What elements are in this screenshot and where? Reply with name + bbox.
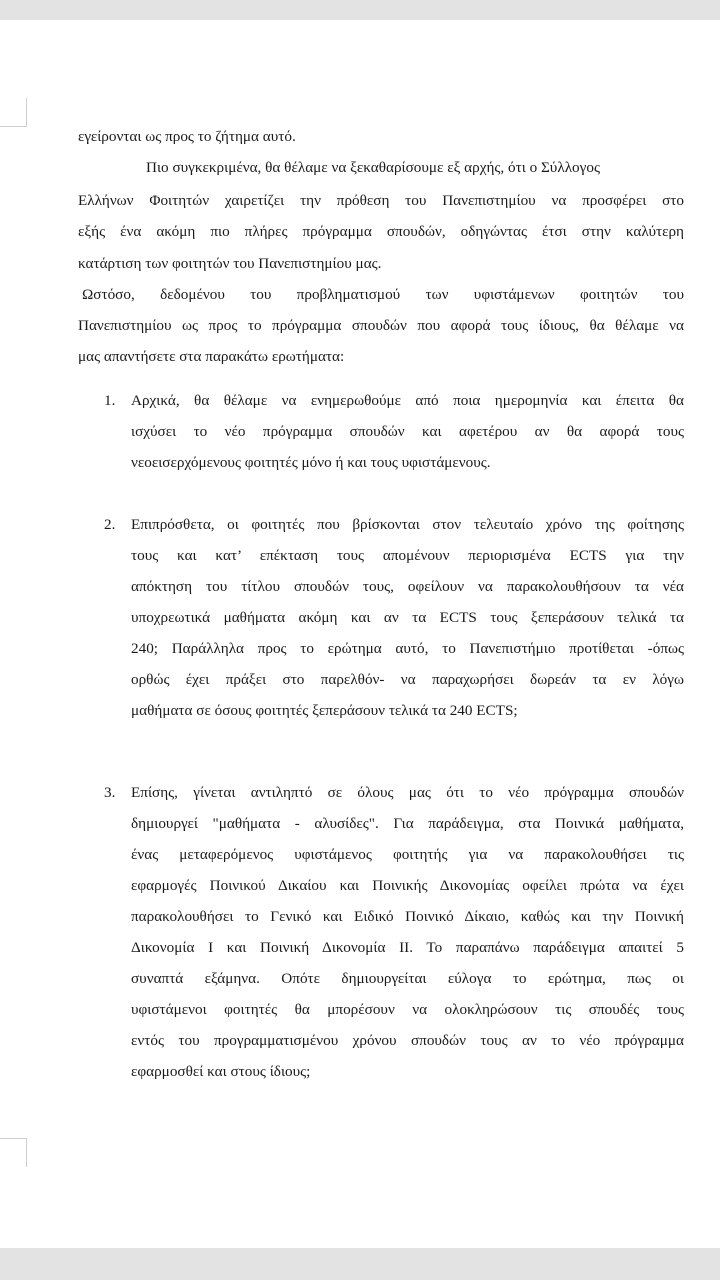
question-line: τους και κατ’ επέκταση τους απομένουν περιορισμένα ECTS για την [131, 547, 684, 564]
intro-line: μας απαντήσετε στα παρακάτω ερωτήματα: [78, 348, 345, 365]
intro-line: Πιο συγκεκριμένα, θα θέλαμε να ξεκαθαρίσουμε εξ αρχής, ότι ο Σύλλογος [146, 159, 600, 176]
intro-line: εγείρονται ως προς το ζήτημα αυτό. [78, 128, 296, 145]
question-line: ισχύσει το νέο πρόγραμμα σπουδών και αφετέρου αν θα αφορά τους [131, 423, 684, 440]
question-line: εφαρμοσθεί και στους ίδιους; [131, 1063, 311, 1080]
question-line: Αρχικά, θα θέλαμε να ενημερωθούμε από ποια ημερομηνία και έπειτα θα [131, 392, 684, 409]
question-line: Δικονομία Ι και Ποινική Δικονομία ΙΙ. Το παραπάνω παράδειγμα απαιτεί 5 [131, 939, 684, 956]
question-line: εντός του προγραμματισμένου χρόνου σπουδών τους αν το νέο πρόγραμμα [131, 1032, 684, 1049]
question-line: παρακολουθήσει το Γενικό και Ειδικό Ποινικό Δίκαιο, καθώς και την Ποινική [131, 908, 684, 925]
intro-line: Ωστόσο, δεδομένου του προβληματισμού των υφιστάμενων φοιτητών του [82, 286, 684, 303]
question-line: απόκτηση του τίτλου σπουδών τους, οφείλουν να παρακολουθήσουν τα νέα [131, 578, 684, 595]
question-line: μαθήματα σε όσους φοιτητές ξεπεράσουν τελικά τα 240 ECTS; [131, 702, 518, 719]
intro-line: Ελλήνων Φοιτητών χαιρετίζει την πρόθεση του Πανεπιστημίου να προσφέρει στο [78, 192, 684, 209]
question-number: 2. [104, 516, 116, 533]
intro-line: κατάρτιση των φοιτητών του Πανεπιστημίου μας. [78, 255, 382, 272]
question-line: υποχρεωτικά μαθήματα ακόμη και αν τα ECTS τους ξεπεράσουν τελικά τα [131, 609, 684, 626]
question-line: ορθώς έχει πράξει στο παρελθόν- να παραχωρήσει δωρεάν τα εν λόγω [131, 671, 684, 688]
question-line: νεοεισερχόμενους φοιτητές μόνο ή και τους υφιστάμενους. [131, 454, 491, 471]
question-number: 3. [104, 784, 116, 801]
question-line: υφιστάμενοι φοιτητές θα μπορέσουν να ολοκληρώσουν τις σπουδές τους [131, 1001, 684, 1018]
question-number: 1. [104, 392, 116, 409]
question-line: Επιπρόσθετα, οι φοιτητές που βρίσκονται στον τελευταίο χρόνο της φοίτησης [131, 516, 684, 533]
question-line: δημιουργεί "μαθήματα - αλυσίδες". Για παράδειγμα, στα Ποινικά μαθήματα, [131, 815, 684, 832]
document-page [0, 20, 720, 1248]
crop-mark-bottom [0, 1138, 27, 1167]
intro-line: εξής ένα ακόμη πιο πλήρες πρόγραμμα σπουδών, οδηγώντας έτσι στην καλύτερη [78, 223, 684, 240]
question-line: συναπτά εξάμηνα. Οπότε δημιουργείται εύλογα το ερώτημα, πως οι [131, 970, 684, 987]
crop-mark-top [0, 98, 27, 127]
intro-line: Πανεπιστημίου ως προς το πρόγραμμα σπουδών που αφορά τους ίδιους, θα θέλαμε να [78, 317, 684, 334]
question-line: 240; Παράλληλα προς το ερώτημα αυτό, το Πανεπιστήμιο προτίθεται -όπως [131, 640, 684, 657]
question-line: εφαρμογές Ποινικού Δικαίου και Ποινικής Δικονομίας οφείλει πρώτα να έχει [131, 877, 684, 894]
question-line: ένας μεταφερόμενος υφιστάμενος φοιτητής για να παρακολουθήσει τις [131, 846, 684, 863]
question-line: Επίσης, γίνεται αντιληπτό σε όλους μας ότι το νέο πρόγραμμα σπουδών [131, 784, 684, 801]
